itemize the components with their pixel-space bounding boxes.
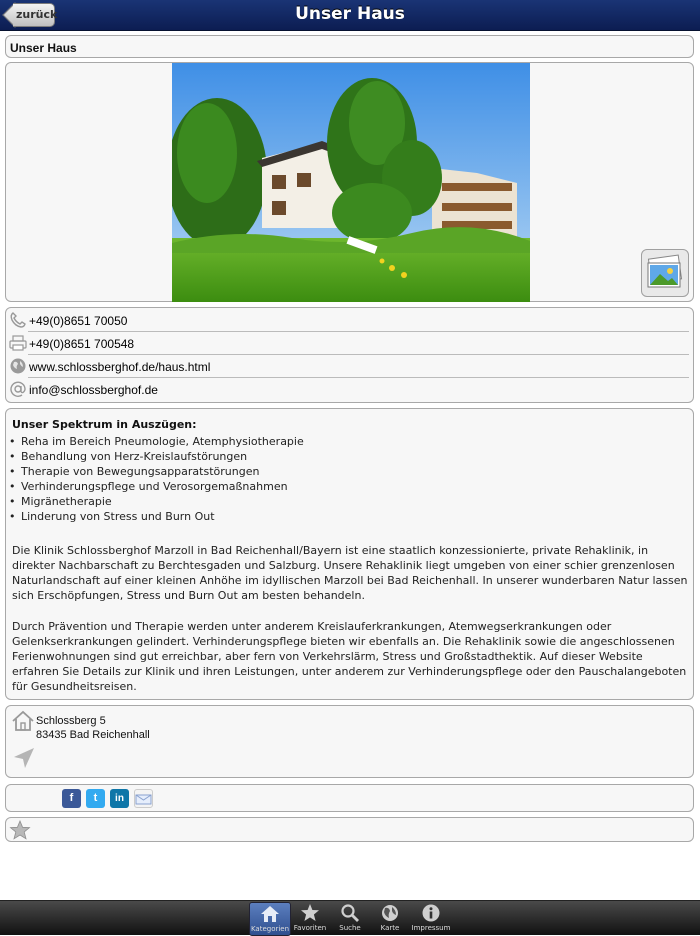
tab-label: Suche	[339, 924, 361, 932]
email-link: info@schlossberghof.de	[29, 383, 158, 397]
globe-icon	[9, 357, 27, 375]
phone-number: +49(0)8651 70050	[29, 314, 128, 328]
list-item: • Migränetherapie	[9, 494, 304, 509]
search-icon	[340, 904, 360, 922]
services-list	[9, 434, 304, 524]
description-box	[5, 408, 694, 700]
tab-karte[interactable]	[370, 902, 410, 934]
star-icon	[300, 904, 320, 922]
tab-label: Karte	[380, 924, 400, 932]
email-row[interactable]	[6, 378, 693, 401]
share-box	[5, 784, 694, 812]
star-icon[interactable]	[9, 820, 31, 845]
web-row[interactable]	[6, 355, 693, 378]
fax-row[interactable]	[6, 332, 693, 355]
navigate-arrow-icon[interactable]	[12, 746, 36, 775]
contact-box	[5, 307, 694, 403]
list-item: • Verhinderungspflege und Verosorgemaßnahmen	[9, 479, 304, 494]
description-paragraph: Durch Prävention und Therapie werden unter anderem Kreislauferkrankungen, Atemwegserkrankungen oder Gelenkserkrankungen gelindert. Verhinderungspflege bieten wir ebenfalls an. Die Rehaklinik sowie die angeschlossenen Ferienwohnungen sind gut erreichbar, aber fern von Verkehrslärm, Stress und Großstadthektik. Auf dieser Website erfahren Sie Details zur Klinik und ihren Leistungen, unter anderem zur Verhinderungspflege oder den Pauschalangeboten für Gesundheitsreisen.	[12, 620, 687, 693]
back-button-label: zurück	[16, 8, 58, 21]
list-item: • Therapie von Bewegungsapparatstörungen	[9, 464, 304, 479]
tab-label: Impressum	[411, 924, 451, 932]
tab-label: Favoriten	[293, 924, 327, 932]
tab-favoriten[interactable]	[290, 902, 330, 934]
fax-number: +49(0)8651 700548	[29, 337, 135, 351]
list-item: • Behandlung von Herz-Kreislaufstörungen	[9, 449, 304, 464]
nav-bar	[0, 0, 700, 31]
info-icon	[421, 904, 441, 922]
facebook-icon[interactable]: f	[62, 789, 81, 808]
fax-icon	[9, 334, 27, 352]
page-label-box	[5, 35, 694, 58]
linkedin-icon[interactable]: in	[110, 789, 129, 808]
home-icon	[11, 710, 35, 737]
at-icon	[9, 380, 27, 398]
globe-icon	[380, 904, 400, 922]
mail-share-icon[interactable]	[134, 789, 153, 808]
favorite-box	[5, 817, 694, 842]
phone-row[interactable]	[6, 309, 693, 332]
page-label: Unser Haus	[10, 41, 77, 55]
home-icon	[260, 905, 280, 923]
tab-bar	[0, 900, 700, 935]
twitter-icon[interactable]: t	[86, 789, 105, 808]
house-photo[interactable]	[172, 63, 530, 302]
address-city: 83435 Bad Reichenhall	[36, 729, 150, 741]
address-street: Schlossberg 5	[36, 715, 106, 727]
tab-kategorien[interactable]	[249, 902, 291, 936]
page-title: Unser Haus	[295, 4, 405, 24]
phone-icon	[9, 311, 27, 329]
list-item: • Reha im Bereich Pneumologie, Atemphysiotherapie	[9, 434, 304, 449]
photo-box	[5, 62, 694, 302]
website-link: www.schlossberghof.de/haus.html	[29, 360, 211, 374]
address-box	[5, 705, 694, 778]
gallery-button[interactable]	[641, 249, 689, 297]
tab-suche[interactable]	[330, 902, 370, 934]
description-heading: Unser Spektrum in Auszügen:	[12, 418, 197, 431]
list-item: • Linderung von Stress und Burn Out	[9, 509, 304, 524]
description-paragraph: Die Klinik Schlossberghof Marzoll in Bad Reichenhall/Bayern ist eine staatlich konzessionierte, private Rehaklinik, in direkter Nachbarschaft zu Berchtesgaden und Salzburg. Unsere Rehaklinik liegt umgeben von einer schier grenzenlosen Naturlandschaft auf einer kleinen Anhöhe im idyllischen Marzoll bei Bad Reichenhall. In unserer wunderbaren Natur lassen sich Erschöpfungen, Stress und Burn Out am besten behandeln.	[12, 544, 688, 602]
tab-label: Kategorien	[250, 925, 290, 933]
tab-impressum[interactable]	[411, 902, 451, 934]
photos-icon	[642, 250, 688, 296]
